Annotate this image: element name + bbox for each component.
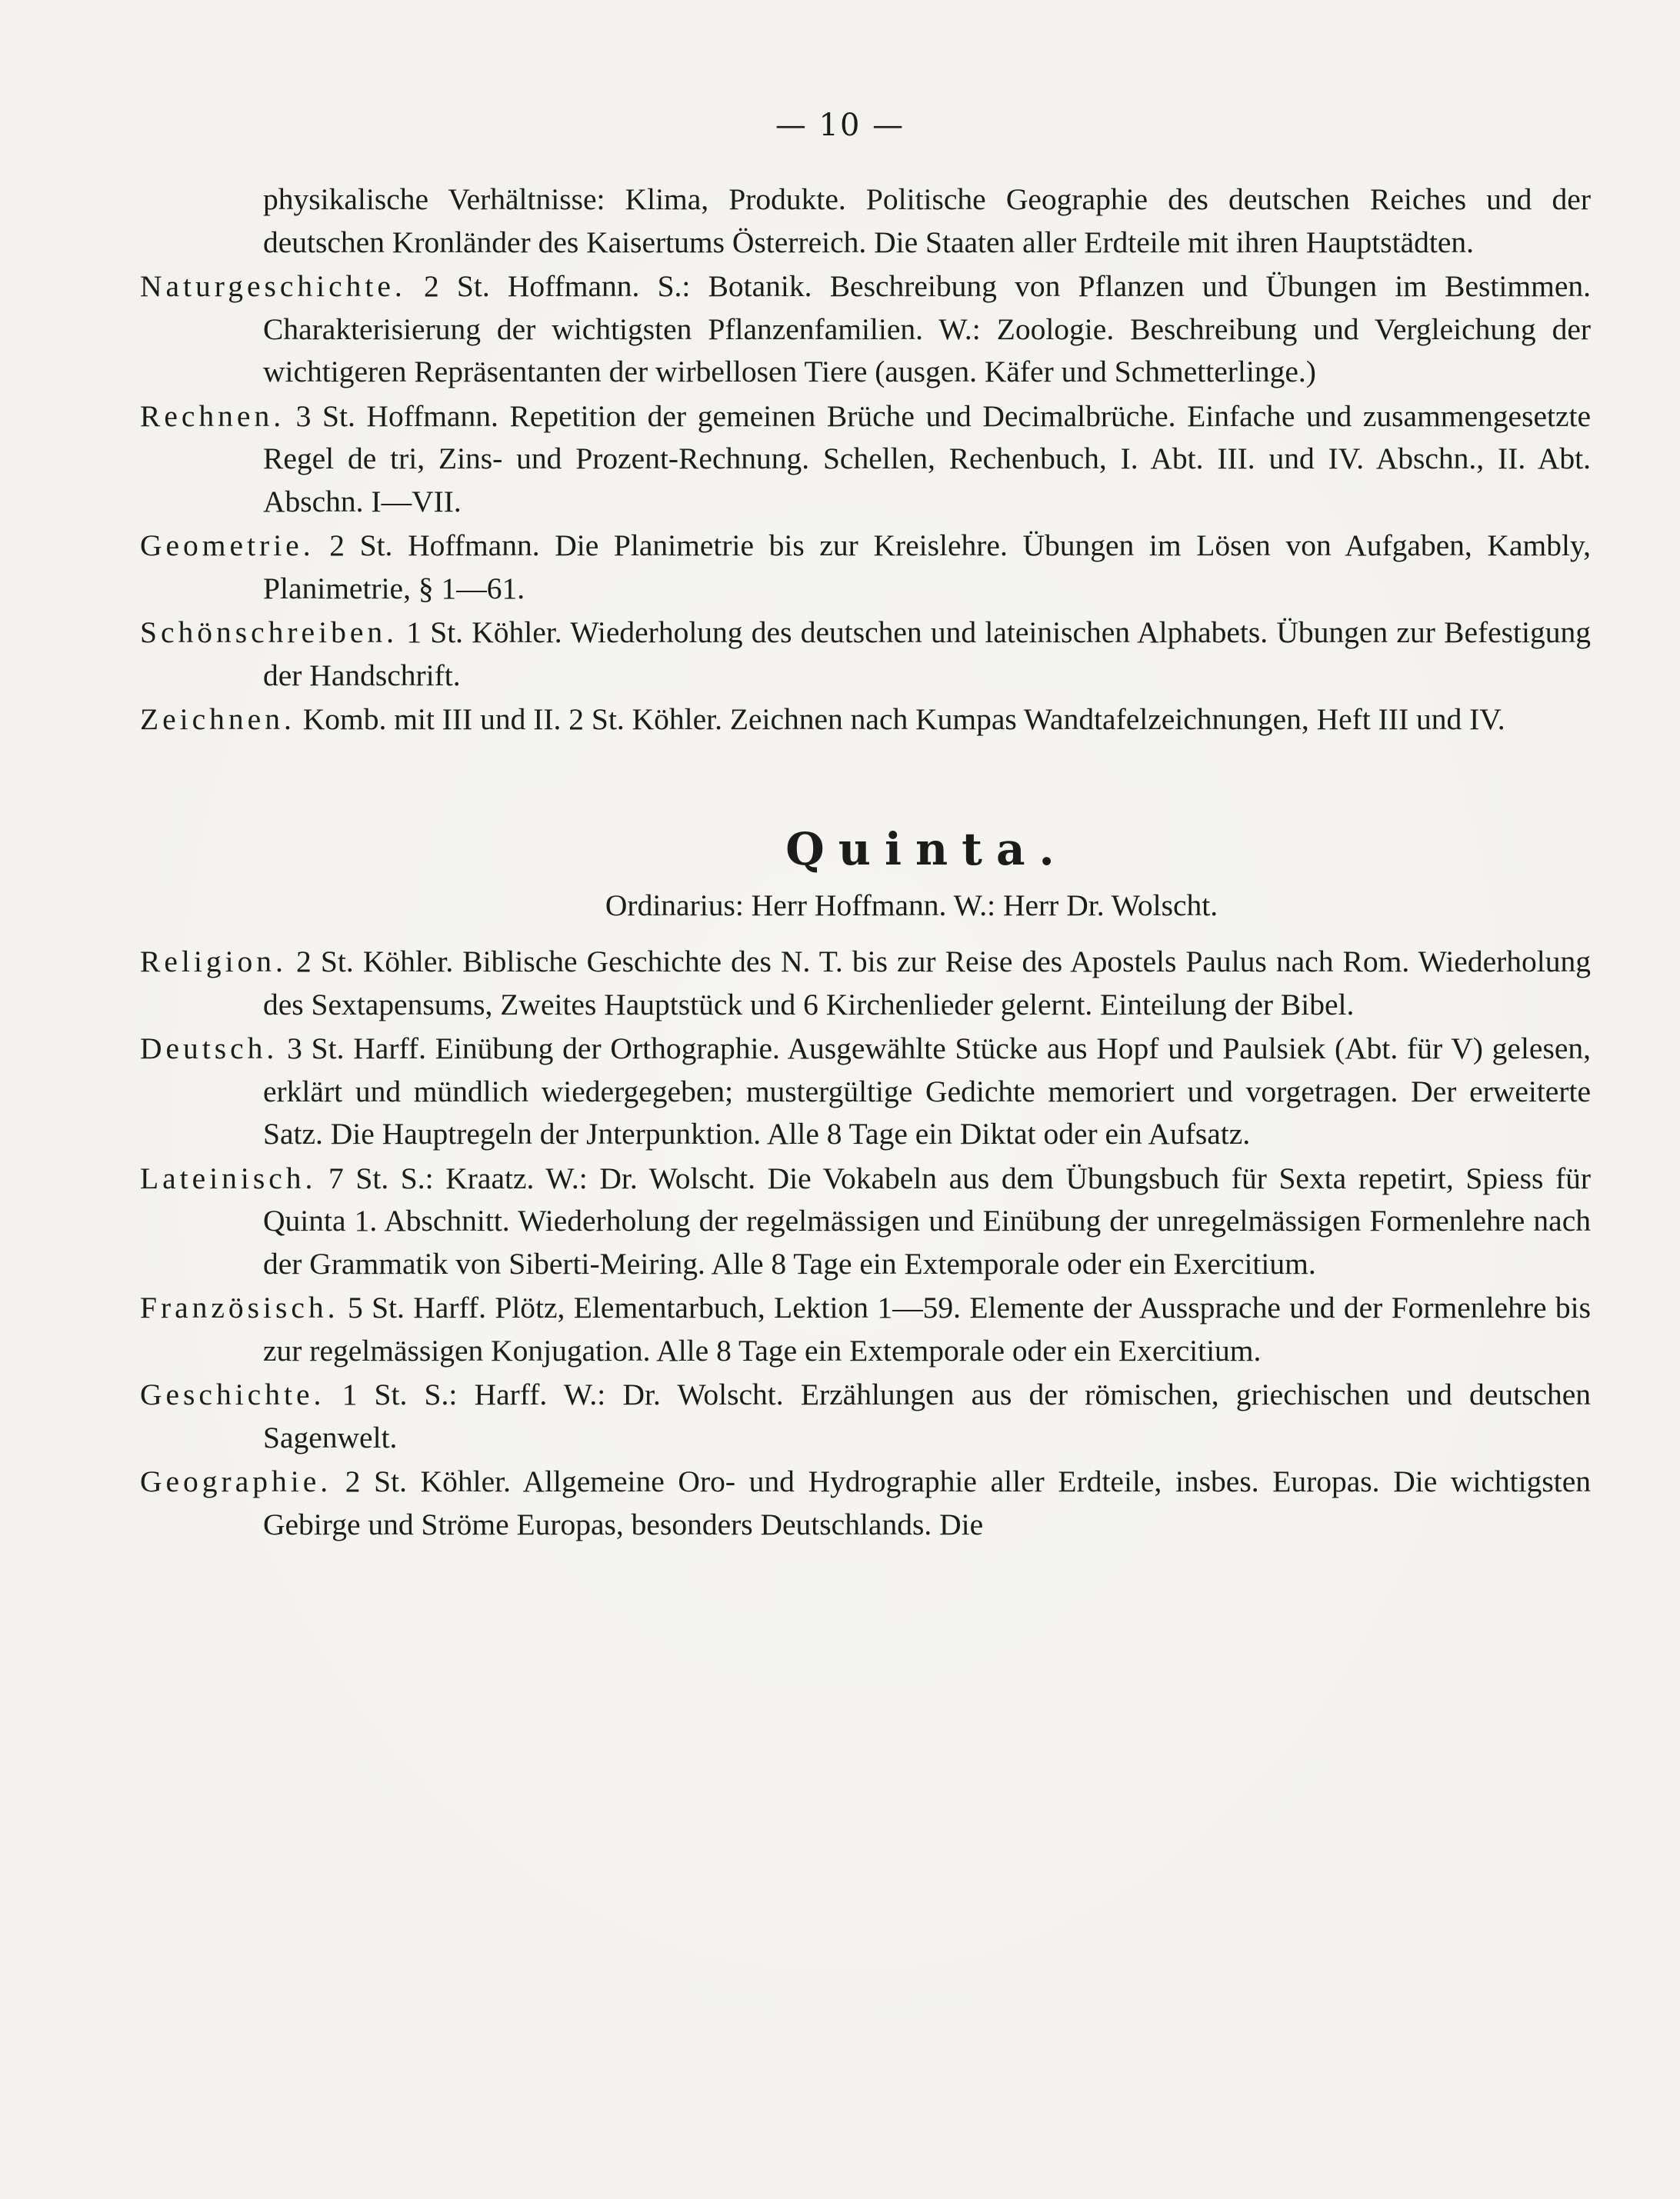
section-gap — [140, 743, 1591, 818]
paragraph-continuation — [140, 178, 1591, 264]
subject-name: Religion. — [140, 945, 287, 978]
subject-name: Lateinisch. — [140, 1161, 317, 1195]
page-number: — 10 — — [775, 108, 905, 143]
subject-entry-geschichte — [140, 1374, 1591, 1459]
subject-name: Schönschreiben. — [140, 615, 398, 649]
subject-name: Naturgeschichte. — [140, 269, 406, 303]
subject-text: 1 St. S.: Harff. W.: Dr. Wolscht. Erzählungen aus der römischen, griechischen und deutschen Sagenwelt. — [263, 1378, 1591, 1454]
subject-entry-geographie — [140, 1461, 1591, 1546]
subject-text: 3 St. Hoffmann. Repetition der gemeinen Brüche und Decimalbrüche. Einfache und zusammengesetzte Regel de tri, Zins- und Prozent-Rechnung. Schellen, Rechenbuch, I. Abt. III. und IV. Abschn., II. Abt. Abschn. I—VII. — [263, 398, 1591, 518]
subject-entry-rechnen — [140, 395, 1591, 524]
subjects-after-list — [140, 941, 1591, 1546]
class-subheading: Ordinarius: Herr Hoffmann. W.: Herr Dr. Wolscht. — [605, 888, 1218, 922]
subject-name: Geographie. — [140, 1464, 332, 1498]
subject-entry-geometrie — [140, 525, 1591, 610]
subject-name: Deutsch. — [140, 1031, 278, 1065]
subject-name: Geschichte. — [140, 1378, 325, 1411]
subject-text: 2 St. Hoffmann. S.: Botanik. Beschreibung von Pflanzen und Übungen im Bestimmen. Charakterisierung der wichtigsten Pflanzenfamilien. W.: Zoologie. Beschreibung und Vergleichung der wichtigeren Repräsentanten der wirbellosen Tiere (ausgen. Käfer und Schmetterlinge.) — [263, 269, 1591, 388]
subject-entry-naturgeschichte — [140, 265, 1591, 394]
subject-text: 7 St. S.: Kraatz. W.: Dr. Wolscht. Die Vokabeln aus dem Übungsbuch für Sexta repetirt, Spiess für Quinta 1. Abschnitt. Wiederholung der regelmässigen und Einübung der unregelmässigen Formenlehre nach der Grammatik von Siberti-Meiring. Alle 8 Tage ein Extemporale oder ein Exercitium. — [263, 1161, 1591, 1281]
subject-entry-deutsch — [140, 1028, 1591, 1156]
subject-text: 2 St. Köhler. Biblische Geschichte des N. T. bis zur Reise des Apostels Paulus nach Rom. Wiederholung des Sextapensums, Zweites Hauptstück und 6 Kirchenlieder gelernt. Einteilung der Bibel. — [263, 945, 1591, 1021]
subject-text: 1 St. Köhler. Wiederholung des deutschen und lateinischen Alphabets. Übungen zur Befestigung der Handschrift. — [263, 615, 1591, 692]
subject-name: Französisch. — [140, 1291, 339, 1324]
subject-entry-franzoesisch — [140, 1287, 1591, 1372]
page-content — [140, 178, 1591, 1548]
subject-entry-religion — [140, 941, 1591, 1026]
subject-text: 3 St. Harff. Einübung der Orthographie. Ausgewählte Stücke aus Hopf und Paulsiek (Abt. für V) gelesen, erklärt und mündlich wiedergegeben; mustergültige Gedichte memoriert und vorgetragen. Der erweiterte Satz. Die Hauptregeln der Jnterpunktion. Alle 8 Tage ein Diktat oder ein Aufsatz. — [263, 1031, 1591, 1151]
subject-name: Zeichnen. — [140, 702, 295, 736]
subject-entry-lateinisch — [140, 1158, 1591, 1286]
subject-name: Geometrie. — [140, 528, 315, 562]
continuation-text: physikalische Verhältnisse: Klima, Produkte. Politische Geographie des deutschen Reiches und der deutschen Kronländer des Kaisertums Österreich. Die Staaten aller Erdteile mit ihren Hauptstädten. — [263, 182, 1591, 259]
subject-text: 5 St. Harff. Plötz, Elementarbuch, Lektion 1—59. Elemente der Aussprache und der Formenlehre bis zur regelmässigen Konjugation. Alle 8 Tage ein Extemporale oder ein Exercitium. — [263, 1291, 1591, 1368]
subject-text: Komb. mit III und II. 2 St. Köhler. Zeichnen nach Kumpas Wandtafelzeichnungen, Heft III und IV. — [295, 702, 1505, 736]
subject-text: 2 St. Hoffmann. Die Planimetrie bis zur Kreislehre. Übungen im Lösen von Aufgaben, Kambly, Planimetrie, § 1—61. — [263, 528, 1591, 605]
subject-entry-zeichnen — [140, 698, 1591, 741]
subject-entry-schoenschreiben — [140, 611, 1591, 697]
subject-name: Rechnen. — [140, 398, 285, 433]
subjects-before-list — [140, 265, 1591, 741]
class-heading: Quinta. — [785, 822, 1068, 875]
subject-text: 2 St. Köhler. Allgemeine Oro- und Hydrographie aller Erdteile, insbes. Europas. Die wichtigsten Gebirge und Ströme Europas, besonders Deutschlands. Die — [263, 1464, 1591, 1541]
